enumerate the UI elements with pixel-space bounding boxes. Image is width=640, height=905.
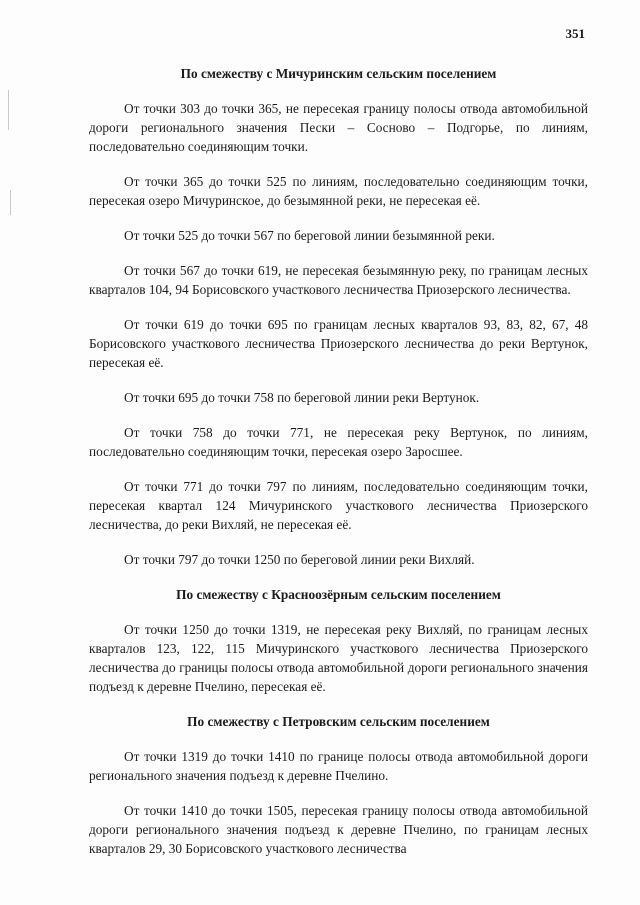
section-title: По смежеству с Петровским сельским поселением [187,714,490,729]
section-michurinskoe [89,64,588,569]
section-title: По смежеству с Красноозёрным сельским поселением [176,587,501,602]
scan-artifact [8,90,9,130]
paragraph: От точки 619 до точки 695 по границам лесных кварталов 93, 83, 82, 67, 48 Борисовского участкового лесничества Приозерского лесничества до реки Вертунок, пересекая её. [89,317,588,370]
page-number: 351 [565,26,585,41]
paragraph: От точки 567 до точки 619, не пересекая безымянную реку, по границам лесных кварталов 104, 94 Борисовского участкового лесничества Приозерского лесничества. [89,263,588,297]
paragraph: От точки 1410 до точки 1505, пересекая границу полосы отвода автомобильной дороги регионального значения подъезд к деревне Пчелино, по границам лесных кварталов 29, 30 Борисовского участкового лесничества [89,803,588,856]
paragraph: От точки 758 до точки 771, не пересекая реку Вертунок, по линиям, последовательно соединяющим точки, пересекая озеро Заросшее. [89,425,588,459]
paragraph: От точки 1250 до точки 1319, не пересекая реку Вихляй, по границам лесных кварталов 123, 122, 115 Мичуринского участкового лесничества Приозерского лесничества до границы полосы отвода автомобильной дороги регионального значения подъезд к деревне Пчелино, пересекая её. [89,622,588,694]
document-body [89,64,588,874]
paragraph: От точки 771 до точки 797 по линиям, последовательно соединяющим точки, пересекая квартал 124 Мичуринского участкового лесничества Приозерского лесничества, до реки Вихляй, не пересекая её. [89,479,588,532]
scan-artifact [10,190,11,215]
paragraph: От точки 695 до точки 758 по береговой линии реки Вертунок. [124,390,480,405]
paragraph: От точки 303 до точки 365, не пересекая границу полосы отвода автомобильной дороги регионального значения Пески – Сосново – Подгорье, по линиям, последовательно соединяющим точки. [89,101,588,154]
section-krasnoozernoe [89,585,588,696]
paragraph: От точки 797 до точки 1250 по береговой линии реки Вихляй. [124,552,475,567]
paragraph: От точки 365 до точки 525 по линиям, последовательно соединяющим точки, пересекая озеро Мичуринское, до безымянной реки, не пересекая её. [89,174,588,208]
paragraph: От точки 1319 до точки 1410 по границе полосы отвода автомобильной дороги регионального значения подъезд к деревне Пчелино. [89,749,588,783]
section-petrovskoe [89,712,588,858]
section-title: По смежеству с Мичуринским сельским поселением [180,66,497,81]
paragraph: От точки 525 до точки 567 по береговой линии безымянной реки. [124,228,495,243]
